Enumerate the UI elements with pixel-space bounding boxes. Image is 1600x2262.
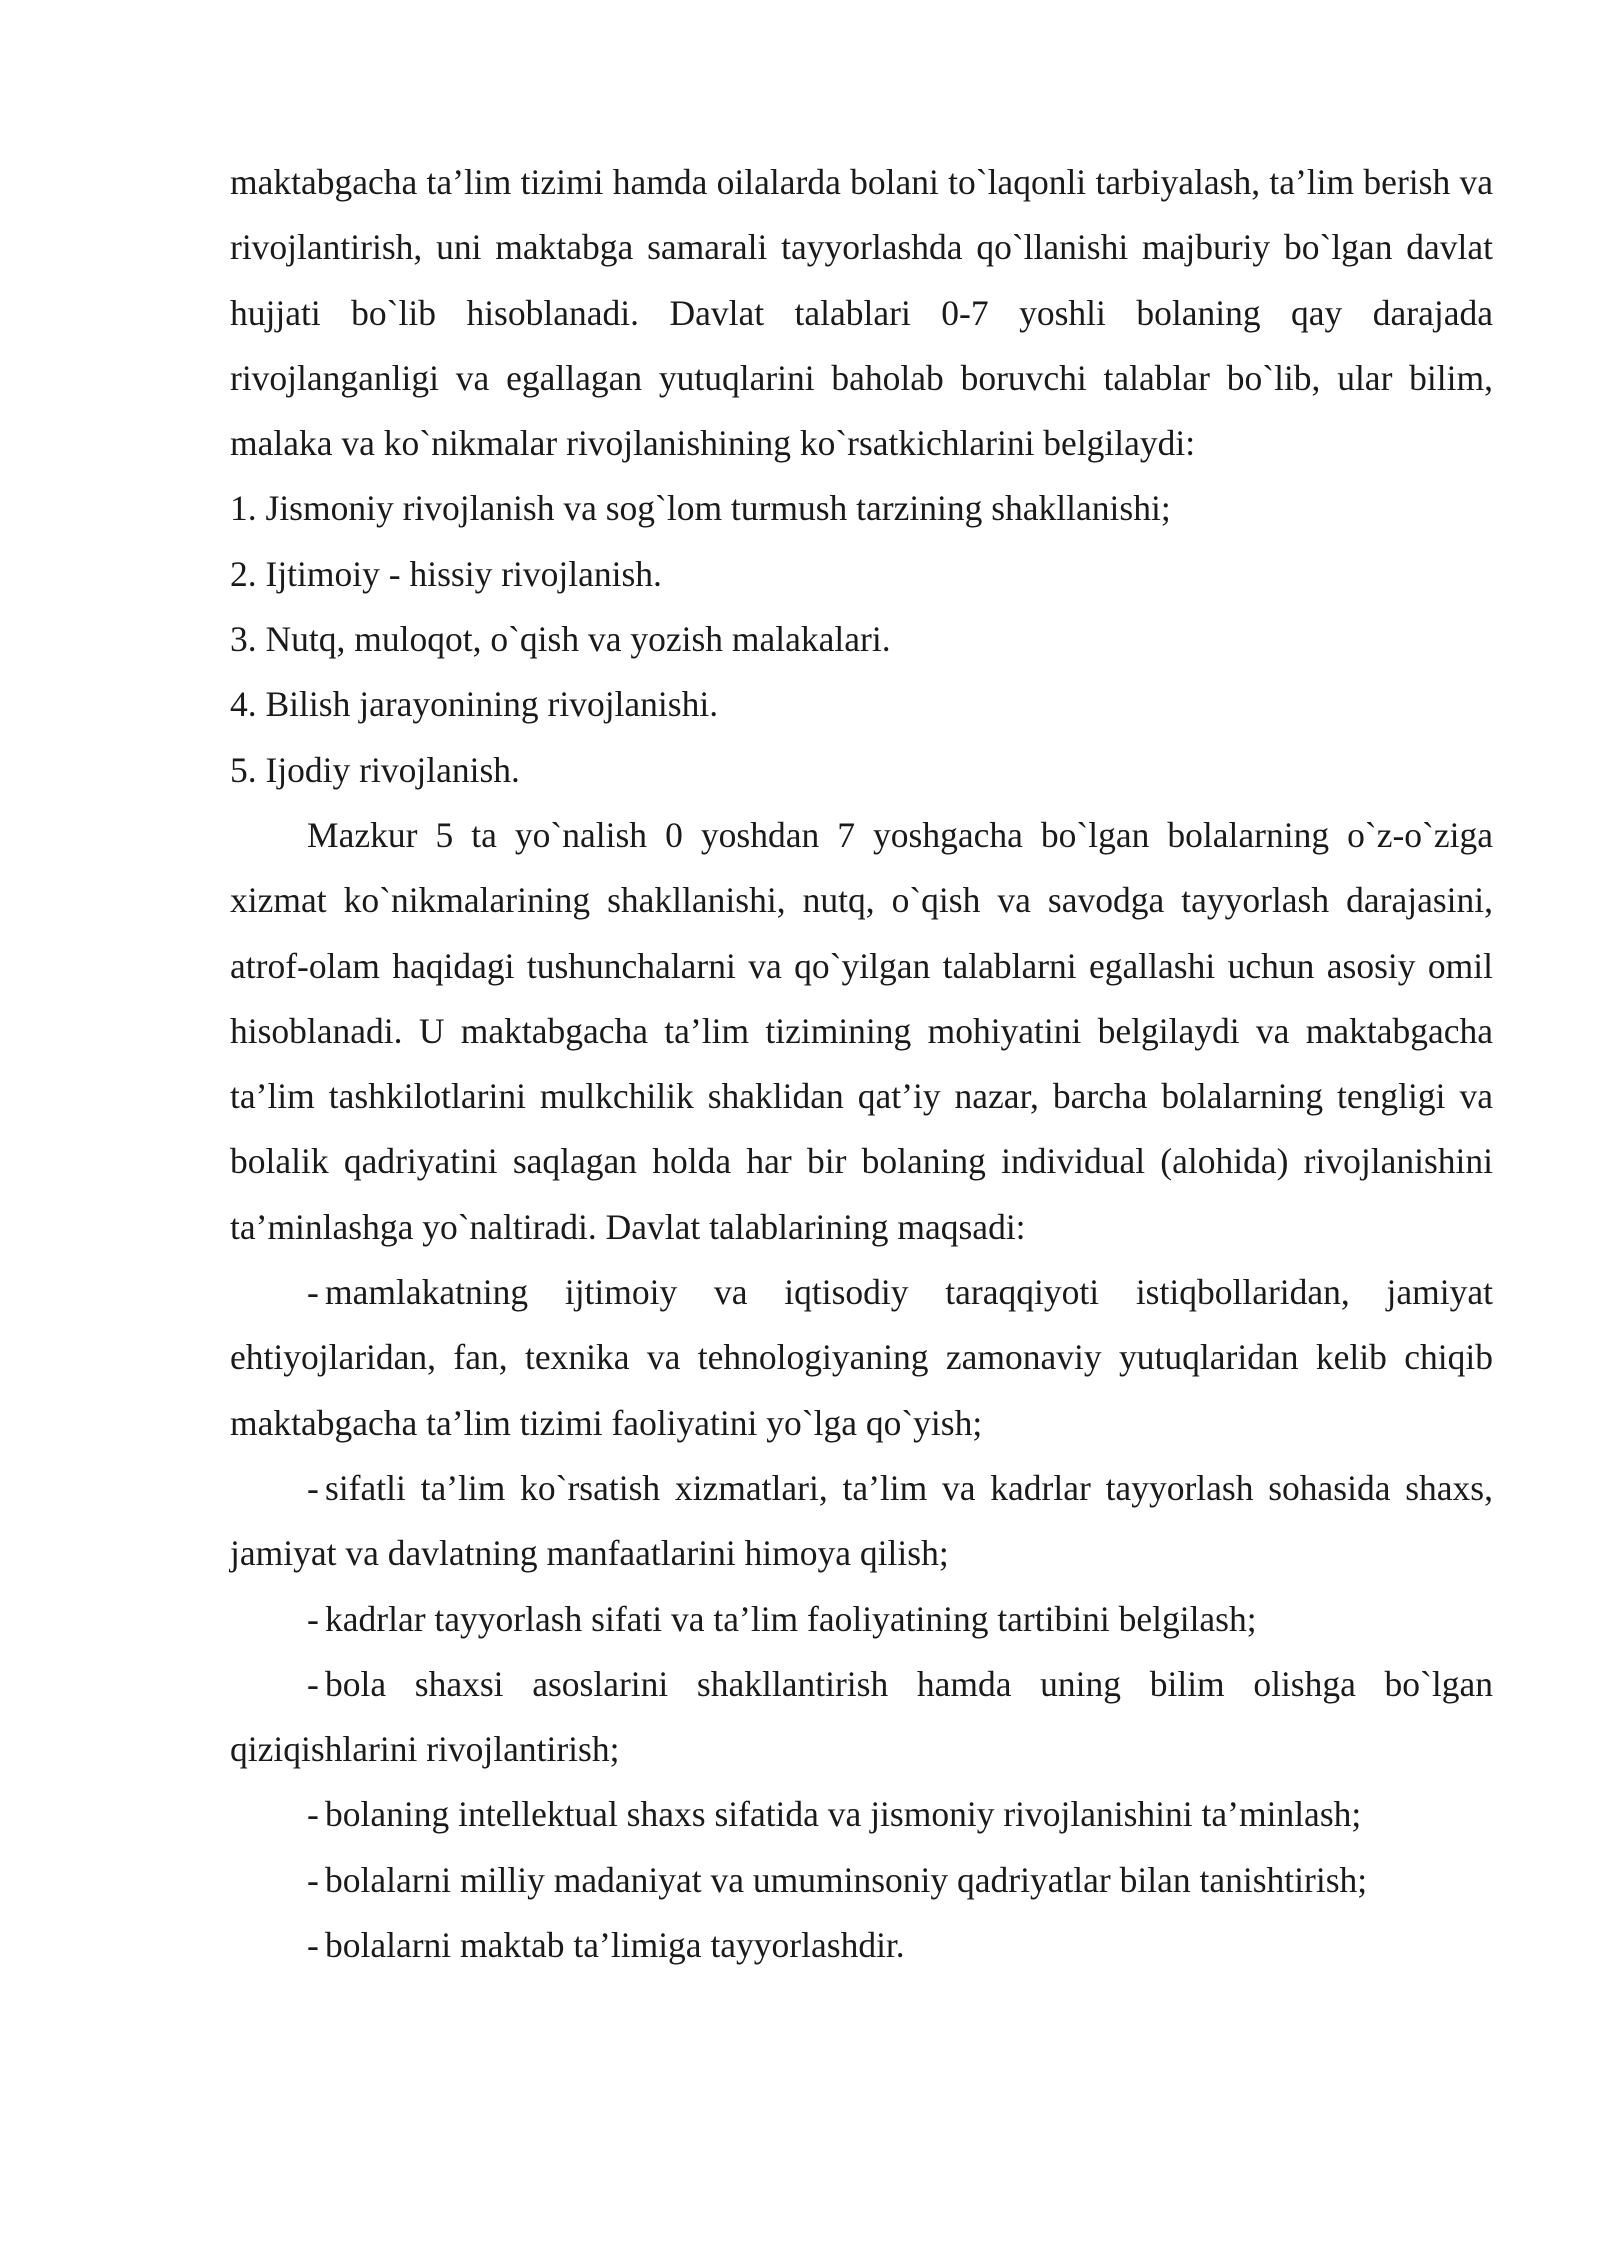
intro-paragraph: maktabgacha ta’lim tizimi hamda oilalarda bolani to`laqonli tarbiyalash, ta’lim berish va rivojlantirish, uni maktabga samarali tayyorlashda qo`llanishi majburiy bo`lgan davlat hujjati bo`lib hisoblanadi. Davlat talablari 0-7 yoshli bolaning qay darajada rivojlanganligi va egallagan yutuqlarini baholab boruvchi talablar bo`lib, ular bilim, malaka va ko`nikmalar rivojlanishining ko`rsatkichlarini belgilaydi: [230,162,1493,464]
goal-text: kadrlar tayyorlash sifati va ta’lim faoliyatining tartibini belgilash; [325,1598,1257,1639]
goal-item [230,1456,1493,1587]
goal-text: mamlakatning ijtimoiy va iqtisodiy taraqqiyoti istiqbollaridan, jamiyat ehtiyojlaridan, fan, texnika va tehnologiyaning zamonaviy yutuqlaridan kelib chiqib maktabgacha ta’lim tizimi faoliyatini yo`lga qo`yish; [230,1272,1493,1443]
goals-list [230,1260,1493,1978]
goal-item [230,1848,1493,1913]
goal-item [230,1913,1493,1978]
goal-item [230,1587,1493,1652]
goal-text: bola shaxsi asoslarini shakllantirish hamda uning bilim olishga bo`lgan qiziqishlarini rivojlantirish; [230,1663,1493,1770]
numbered-list [230,476,1493,802]
document-page [230,150,1493,1978]
goal-text: sifatli ta’lim ko`rsatish xizmatlari, ta’lim va kadrlar tayyorlash sohasida shaxs, jamiyat va davlatning manfaatlarini himoya qilish; [230,1467,1493,1574]
numbered-list-item: 1. Jismoniy rivojlanish va sog`lom turmush tarzining shakllanishi; [230,488,1171,529]
dash-marker: - [307,1598,319,1639]
dash-marker: - [307,1663,319,1704]
dash-marker: - [307,1925,319,1966]
numbered-list-item: 3. Nutq, muloqot, o`qish va yozish malakalari. [230,619,891,660]
numbered-list-item: 5. Ijodiy rivojlanish. [230,749,520,790]
dash-marker: - [307,1859,319,1900]
dash-marker: - [307,1794,319,1835]
goal-text: bolalarni milliy madaniyat va umuminsoniy qadriyatlar bilan tanishtirish; [325,1859,1368,1900]
goal-text: bolalarni maktab ta’limiga tayyorlashdir. [325,1925,905,1966]
goal-item [230,1260,1493,1456]
dash-marker: - [307,1467,319,1508]
numbered-list-item: 4. Bilish jarayonining rivojlanishi. [230,684,719,725]
directions-paragraph: Mazkur 5 ta yo`nalish 0 yoshdan 7 yoshgacha bo`lgan bolalarning o`z-o`ziga xizmat ko`nikmalarining shakllanishi, nutq, o`qish va savodga tayyorlash darajasini, atrof-olam haqidagi tushunchalarni va qo`yilgan talablarni egallashi uchun asosiy omil hisoblanadi. U maktabgacha ta’lim tizimining mohiyatini belgilaydi va maktabgacha ta’lim tashkilotlarini mulkchilik shaklidan qat’iy nazar, barcha bolalarning tengligi va bolalik qadriyatini saqlagan holda har bir bolaning individual (alohida) rivojlanishini ta’minlashga yo`naltiradi. Davlat talablarining maqsadi: [230,814,1493,1247]
goal-item [230,1782,1493,1847]
numbered-list-item: 2. Ijtimoiy - hissiy rivojlanish. [230,553,662,594]
goal-item [230,1652,1493,1783]
dash-marker: - [307,1272,319,1313]
goal-text: bolaning intellektual shaxs sifatida va jismoniy rivojlanishini ta’minlash; [325,1794,1362,1835]
